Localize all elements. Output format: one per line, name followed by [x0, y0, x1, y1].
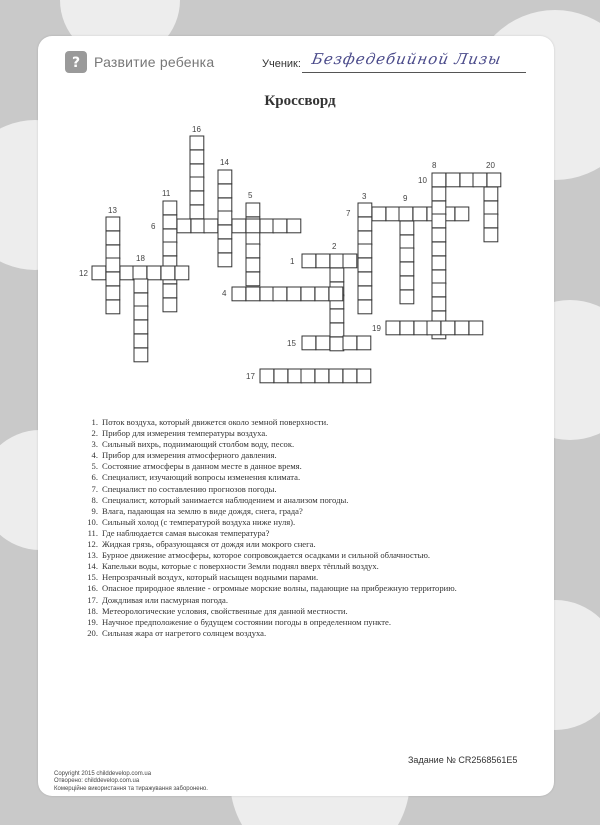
crossword-cell[interactable]: [432, 173, 446, 187]
crossword-cell[interactable]: [218, 198, 232, 212]
clue-text: Метеорологические условия, свойственные для данной местности.: [102, 605, 348, 616]
crossword-number: 7: [346, 209, 351, 218]
clue-text: Сильная жара от нагретого солнцем воздуха.: [102, 627, 267, 638]
crossword-cell[interactable]: [330, 268, 344, 282]
crossword-cell[interactable]: [330, 323, 344, 337]
crossword-cell[interactable]: [273, 287, 287, 301]
crossword-cell[interactable]: [147, 266, 161, 280]
crossword-cell[interactable]: [218, 239, 232, 253]
crossword-cell[interactable]: [357, 369, 371, 383]
clue-item: [84, 495, 457, 506]
crossword-cell[interactable]: [190, 191, 204, 205]
crossword-cell[interactable]: [432, 242, 446, 256]
clue-list: [84, 417, 457, 639]
crossword-cell[interactable]: [329, 287, 343, 301]
crossword-cell[interactable]: [413, 207, 427, 221]
clue-item: [84, 484, 457, 495]
crossword-cell[interactable]: [441, 321, 455, 335]
clue-number: 2.: [91, 428, 98, 439]
crossword-cell[interactable]: [273, 219, 287, 233]
clue-item: [84, 539, 457, 550]
crossword-cell[interactable]: [163, 229, 177, 243]
clue-number: 18.: [87, 605, 98, 616]
crossword-cell[interactable]: [260, 287, 274, 301]
crossword-cell[interactable]: [190, 150, 204, 164]
clue-item: [84, 439, 457, 450]
clue-item: [84, 628, 457, 639]
crossword-cell[interactable]: [218, 225, 232, 239]
brand-name: Развитие ребенка: [94, 54, 215, 70]
crossword-cell[interactable]: [358, 300, 372, 314]
crossword-cell[interactable]: [315, 287, 329, 301]
clue-text: Прибор для измерения температуры воздуха.: [102, 428, 268, 439]
crossword-cell[interactable]: [399, 207, 413, 221]
crossword-number: 11: [162, 189, 171, 198]
clue-item: [84, 428, 457, 439]
crossword-cell[interactable]: [400, 221, 414, 235]
crossword-cell[interactable]: [484, 201, 498, 215]
student-name-handwritten: Безфедебийной Лизы: [310, 50, 504, 68]
crossword-cell[interactable]: [106, 231, 120, 245]
crossword-cell[interactable]: [400, 321, 414, 335]
clue-number: 4.: [91, 450, 98, 461]
crossword-cell[interactable]: [134, 306, 148, 320]
crossword-cell[interactable]: [260, 219, 274, 233]
crossword-cell[interactable]: [134, 320, 148, 334]
crossword-cell[interactable]: [484, 214, 498, 228]
crossword-cell[interactable]: [134, 334, 148, 348]
clue-number: 5.: [91, 461, 98, 472]
clue-text: Сильный холод (с температурой воздуха ниже нуля).: [102, 516, 296, 527]
clue-number: 12.: [87, 539, 98, 550]
crossword-number: 13: [108, 206, 117, 215]
crossword-cell[interactable]: [301, 369, 315, 383]
clue-text: Жидкая грязь, образующаяся от дождя или мокрого снега.: [102, 539, 316, 550]
crossword-cell[interactable]: [301, 287, 315, 301]
crossword-cell[interactable]: [400, 276, 414, 290]
crossword-cell[interactable]: [358, 258, 372, 272]
crossword-cell[interactable]: [218, 170, 232, 184]
crossword-cell[interactable]: [106, 300, 120, 314]
clue-item: [84, 461, 457, 472]
student-label: Ученик:: [262, 58, 301, 70]
clue-item: [84, 572, 457, 583]
crossword-cell[interactable]: [134, 348, 148, 362]
crossword-cell[interactable]: [446, 173, 460, 187]
crossword-number: 3: [362, 192, 367, 201]
clue-item: [84, 506, 457, 517]
crossword-cell[interactable]: [106, 258, 120, 272]
crossword-cell[interactable]: [190, 164, 204, 178]
clue-number: 20.: [87, 627, 98, 638]
clue-item: [84, 606, 457, 617]
crossword-cell[interactable]: [302, 336, 316, 350]
clue-item: [84, 617, 457, 628]
crossword-number: 5: [248, 191, 253, 200]
crossword-cell[interactable]: [246, 203, 260, 217]
clue-number: 3.: [91, 439, 98, 450]
clue-item: [84, 417, 457, 428]
clue-number: 10.: [87, 516, 98, 527]
crossword-number: 12: [79, 269, 88, 278]
crossword-cell[interactable]: [106, 245, 120, 259]
clue-text: Специалист, который занимается наблюдением и анализом погоды.: [102, 494, 349, 505]
crossword-cell[interactable]: [469, 321, 483, 335]
crossword-cell[interactable]: [134, 279, 148, 293]
crossword-cell[interactable]: [204, 219, 218, 233]
clue-item: [84, 528, 457, 539]
crossword-cell[interactable]: [274, 369, 288, 383]
clue-number: 14.: [87, 561, 98, 572]
crossword-cell[interactable]: [432, 228, 446, 242]
crossword-cell[interactable]: [288, 369, 302, 383]
crossword-cell[interactable]: [358, 272, 372, 286]
crossword-cell[interactable]: [432, 187, 446, 201]
crossword-cell[interactable]: [246, 272, 260, 286]
clue-number: 8.: [91, 494, 98, 505]
crossword-cell[interactable]: [120, 266, 134, 280]
crossword-cell[interactable]: [343, 369, 357, 383]
crossword-cell[interactable]: [330, 337, 344, 351]
crossword-cell[interactable]: [400, 235, 414, 249]
clue-text: Капельки воды, которые с поверхности Земли поднял вверх тёплый воздух.: [102, 561, 379, 572]
crossword-number: 18: [136, 254, 145, 263]
copyright-line: Copyright 2015 childdevelop.com.ua: [54, 771, 152, 777]
crossword-cell[interactable]: [343, 336, 357, 350]
clue-text: Бурное движение атмосферы, которое сопровождается осадками и сильной облачностью.: [102, 550, 431, 561]
crossword-cell[interactable]: [191, 219, 205, 233]
crossword-cell[interactable]: [414, 321, 428, 335]
crossword-cell[interactable]: [106, 286, 120, 300]
crossword-cells: [92, 136, 501, 383]
crossword-cell[interactable]: [484, 228, 498, 242]
crossword-cell[interactable]: [190, 136, 204, 150]
crossword-cell[interactable]: [163, 298, 177, 312]
crossword-cell[interactable]: [190, 177, 204, 191]
crossword-cell[interactable]: [260, 369, 274, 383]
clue-text: Влага, падающая на землю в виде дождя, снега, града?: [102, 505, 303, 516]
crossword-number: 2: [332, 242, 337, 251]
clue-number: 17.: [87, 594, 98, 605]
crossword-cell[interactable]: [163, 201, 177, 215]
clue-text: Опасное природное явление - огромные морские волны, падающие на прибрежную территорию.: [102, 583, 457, 594]
crossword-cell[interactable]: [484, 187, 498, 201]
clue-number: 6.: [91, 472, 98, 483]
crossword-cell[interactable]: [246, 219, 260, 233]
crossword-cell[interactable]: [400, 262, 414, 276]
crossword-cell[interactable]: [357, 336, 371, 350]
clue-text: Состояние атмосферы в данном месте в данное время.: [102, 461, 302, 472]
crossword-cell[interactable]: [134, 293, 148, 307]
clue-text: Научное предположение о будущем состоянии погоды в определенном пункте.: [102, 616, 391, 627]
crossword-cell[interactable]: [358, 244, 372, 258]
crossword-cell[interactable]: [177, 219, 191, 233]
clue-item: [84, 472, 457, 483]
clue-text: Непрозрачный воздух, который насыщен водными парами.: [102, 572, 319, 583]
crossword-cell[interactable]: [106, 272, 120, 286]
license-line: Комерційне використання та тиражування заборонено.: [54, 785, 208, 792]
clue-number: 19.: [87, 616, 98, 627]
crossword-cell[interactable]: [460, 173, 474, 187]
crossword-cell[interactable]: [432, 270, 446, 284]
crossword-cell[interactable]: [163, 284, 177, 298]
crossword-cell[interactable]: [400, 290, 414, 304]
crossword-cell[interactable]: [232, 219, 246, 233]
crossword-cell[interactable]: [358, 286, 372, 300]
crossword-cell[interactable]: [161, 266, 175, 280]
crossword-cell[interactable]: [432, 201, 446, 215]
crossword-cell[interactable]: [163, 215, 177, 229]
crossword-cell[interactable]: [316, 336, 330, 350]
crossword-cell[interactable]: [163, 242, 177, 256]
crossword-cell[interactable]: [218, 211, 232, 225]
clue-text: Специалист по составлению прогнозов погоды.: [102, 483, 277, 494]
crossword-cell[interactable]: [246, 258, 260, 272]
crossword-cell[interactable]: [455, 207, 469, 221]
crossword-cell[interactable]: [386, 207, 400, 221]
crossword-cell[interactable]: [432, 297, 446, 311]
clue-text: Сильный вихрь, поднимающий столбом воду, песок.: [102, 439, 295, 450]
crossword-cell[interactable]: [358, 231, 372, 245]
crossword-cell[interactable]: [400, 248, 414, 262]
crossword-cell[interactable]: [386, 321, 400, 335]
crossword-number: 4: [222, 289, 227, 298]
crossword-cell[interactable]: [133, 266, 147, 280]
crossword-cell[interactable]: [473, 173, 487, 187]
crossword-number: 19: [372, 324, 381, 333]
crossword-cell[interactable]: [343, 254, 357, 268]
crossword-cell[interactable]: [106, 217, 120, 231]
crossword-number: 17: [246, 372, 255, 381]
site-line: Отворено: childdevelop.com.ua: [54, 778, 140, 785]
clue-text: Поток воздуха, который движется около земной поверхности.: [102, 417, 329, 427]
crossword-number: 6: [151, 222, 156, 231]
clue-number: 11.: [87, 527, 98, 538]
crossword-cell[interactable]: [218, 184, 232, 198]
crossword-cell[interactable]: [427, 321, 441, 335]
clue-number: 1.: [91, 417, 98, 427]
clue-item: [84, 517, 457, 528]
task-id: Задание № CR2568561E5: [408, 755, 518, 765]
crossword-cell[interactable]: [315, 369, 329, 383]
clue-text: Где наблюдается самая высокая температура?: [102, 527, 270, 538]
crossword-cell[interactable]: [487, 173, 501, 187]
copyright-footer: [54, 771, 208, 793]
crossword-cell[interactable]: [432, 214, 446, 228]
crossword-cell[interactable]: [316, 254, 330, 268]
crossword-number: 1: [290, 257, 295, 266]
crossword-cell[interactable]: [432, 283, 446, 297]
crossword-cell[interactable]: [329, 369, 343, 383]
crossword-number: 16: [192, 125, 201, 134]
crossword-cell[interactable]: [246, 287, 260, 301]
clue-text: Специалист, изучающий вопросы изменения климата.: [102, 472, 301, 483]
crossword-cell[interactable]: [287, 219, 301, 233]
crossword-cell[interactable]: [232, 287, 246, 301]
svg-text:?: ?: [71, 55, 81, 71]
crossword-cell[interactable]: [175, 266, 189, 280]
clue-number: 16.: [87, 583, 98, 594]
crossword-cell[interactable]: [432, 256, 446, 270]
page-title: Кроссворд: [264, 93, 336, 109]
crossword-number: 9: [403, 194, 408, 203]
clue-number: 7.: [91, 483, 98, 494]
crossword-cell[interactable]: [358, 217, 372, 231]
crossword-number: 20: [486, 161, 495, 170]
clue-item: [84, 583, 457, 594]
crossword-cell[interactable]: [372, 207, 386, 221]
clue-number: 15.: [87, 572, 98, 583]
clue-item: [84, 595, 457, 606]
crossword-cell[interactable]: [358, 203, 372, 217]
crossword-number: 14: [220, 158, 229, 167]
clue-text: Прибор для измерения атмосферного давления.: [102, 450, 277, 461]
crossword-cell[interactable]: [302, 254, 316, 268]
crossword-number: 15: [287, 339, 296, 348]
crossword-cell[interactable]: [330, 254, 344, 268]
crossword-cell[interactable]: [330, 309, 344, 323]
clue-number: 13.: [87, 550, 98, 561]
crossword-number: 8: [432, 161, 437, 170]
clue-item: [84, 561, 457, 572]
crossword-grid: [0, 0, 600, 400]
crossword-cell[interactable]: [246, 244, 260, 258]
crossword-cell[interactable]: [190, 205, 204, 219]
crossword-cell[interactable]: [218, 253, 232, 267]
clue-number: 9.: [91, 505, 98, 516]
clue-text: Дождливая или пасмурная погода.: [102, 594, 229, 605]
crossword-cell[interactable]: [455, 321, 469, 335]
crossword-cell[interactable]: [287, 287, 301, 301]
clue-item: [84, 450, 457, 461]
crossword-cell[interactable]: [92, 266, 106, 280]
clue-item: [84, 550, 457, 561]
crossword-number: 10: [418, 176, 427, 185]
